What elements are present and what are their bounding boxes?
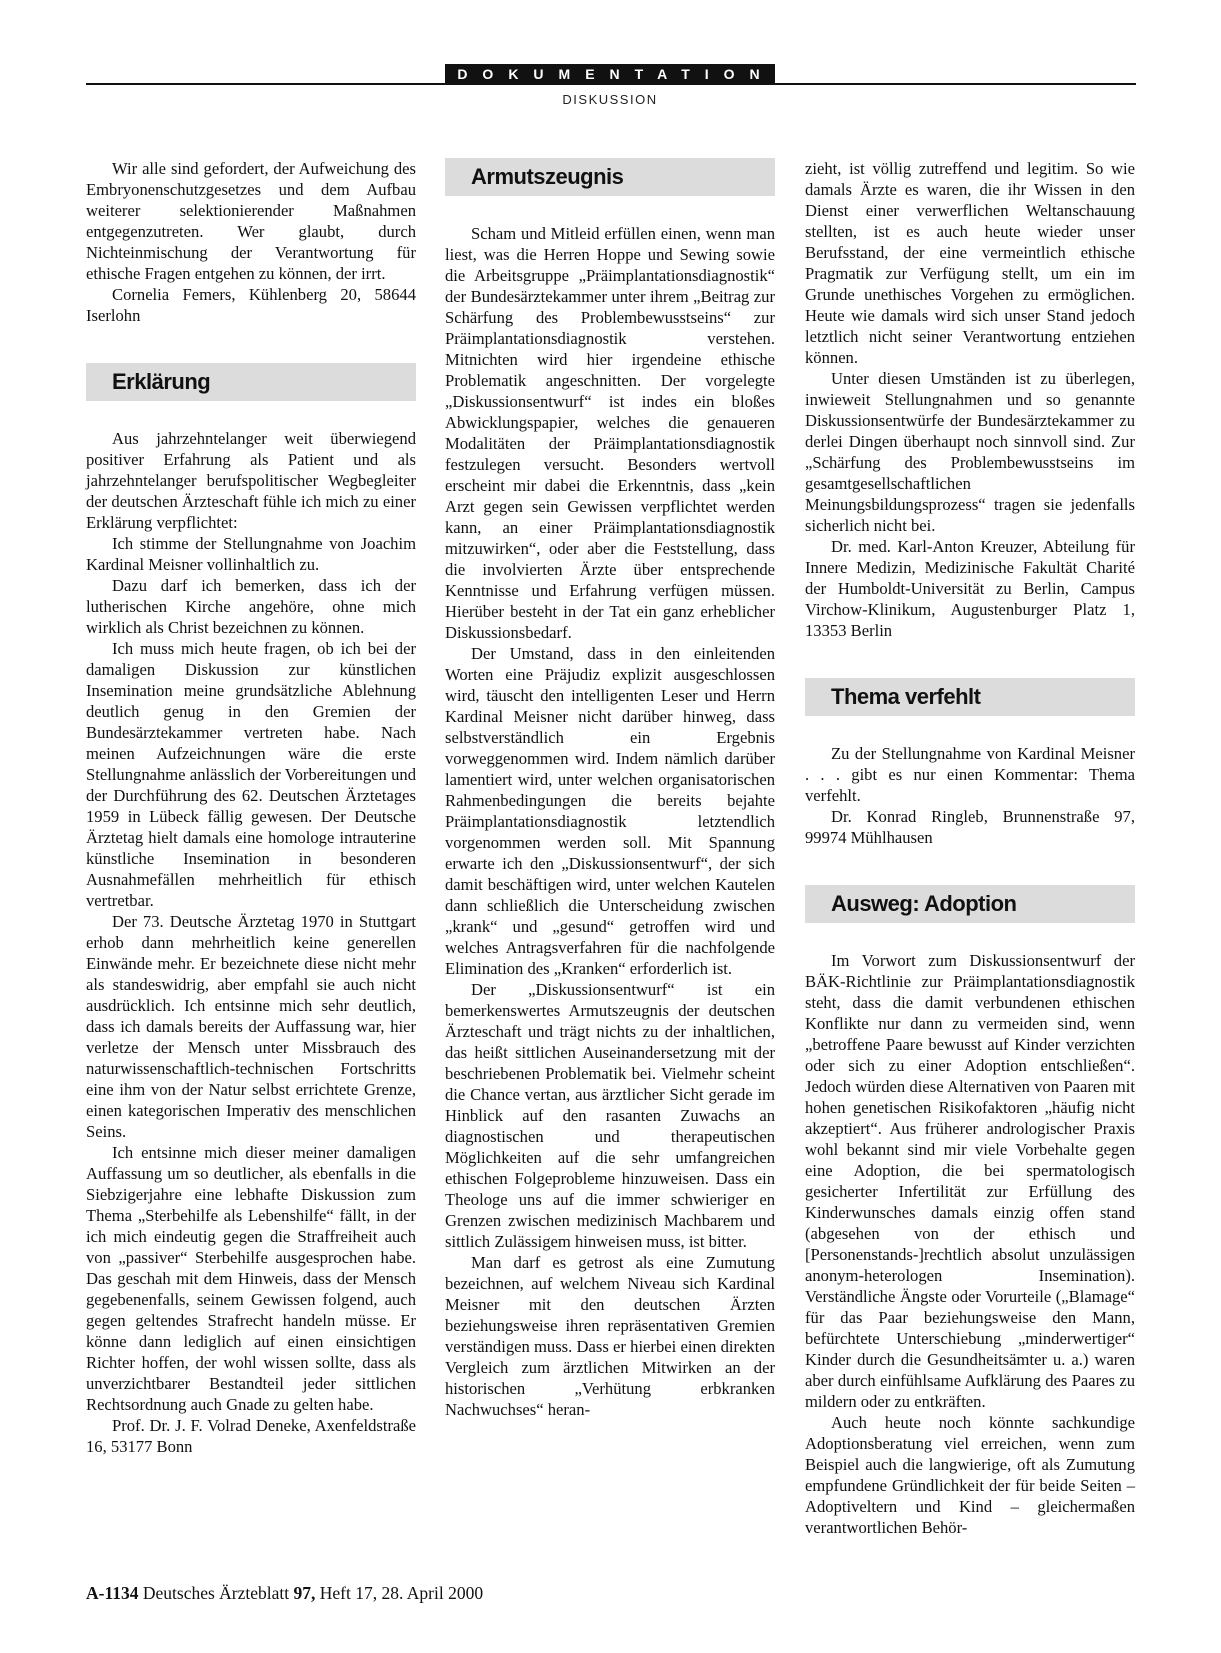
paragraph: zieht, ist völlig zutreffend und legitim. So wie damals Ärzte es waren, die ihr Wissen in den Dienst einer verwerflichen Weltanschauung stellten, ist es auch heute wieder unser Berufsstand, der eine vermeintlich ethische Pragmatik zur Verfügung stellt, um ein im Grunde unethisches Vorgehen zu ermöglichen. Heute wie damals wird sich unser Stand jedoch letztlich nicht seiner Verantwortung entziehen können.: [805, 159, 1135, 367]
section-heading-box: [805, 885, 1135, 923]
paragraph: Wir alle sind gefordert, der Aufweichung des Embryonenschutzgesetzes und dem Aufbau weiterer selektionierender Maßnahmen entgegenzutreten. Wer glaubt, durch Nichteinmischung der Verantwortung für ethische Fragen entgehen zu können, der irrt.: [86, 159, 416, 283]
paragraph: Ich muss mich heute fragen, ob ich bei der damaligen Diskussion zur künstlichen Insemination meine grundsätzliche Ablehnung deutlich genug in den Gremien der Bundesärztekammer vertreten habe. Nach meinen Aufzeichnungen wäre die erste Stellungnahme anlässlich der Vorbereitungen und der Durchführung des 62. Deutschen Ärztetages 1959 in Lübeck fällig gewesen. Der Deutsche Ärztetag hielt damals eine homologe intrauterine künstliche Insemination in besonderen Ausnahmefällen mehrheitlich für ethisch vertretbar.: [86, 639, 416, 910]
paragraph: Der 73. Deutsche Ärztetag 1970 in Stuttgart erhob dann mehrheitlich keine generellen Einwände mehr. Er bezeichnete diese nicht mehr als standeswidrig, aber empfahl sie auch nicht ausdrücklich. Ich entsinne mich sehr deutlich, dass ich damals bereits der Auffassung war, hier verletze der Mensch unter Missbrauch des naturwissenschaftlich-technischen Fortschritts eine ihm von der Natur selbst errichtete Grenze, einen kategorischen Imperativ des menschlichen Seins.: [86, 912, 416, 1141]
paragraph: Ich entsinne mich dieser meiner damaligen Auffassung um so deutlicher, als ebenfalls in die Siebzigerjahre eine lebhafte Diskussion zum Thema „Sterbehilfe als Lebenshilfe“ fällt, in der ich mich eindeutig gegen die Straffreiheit auch von „passiver“ Sterbehilfe ausgesprochen habe. Das geschah mit dem Hinweis, dass der Mensch gegebenenfalls, seinem Gewissen folgend, auch gegen geltendes Strafrecht handeln müsse. Er könne dann lediglich auf einen einsichtigen Richter hoffen, der wohl wissen sollte, dass als unverzichtbarer Bestandteil jeder sittlichen Rechtsordnung auch Gnade zu gelten habe.: [86, 1143, 416, 1414]
issue-date: Heft 17, 28. April 2000: [319, 1583, 484, 1603]
column-2: [445, 158, 775, 1420]
section-heading-box: [805, 678, 1135, 716]
section-heading: Ausweg: Adoption: [831, 891, 1017, 916]
section-heading: Erklärung: [112, 369, 211, 394]
volume-number: 97,: [293, 1583, 316, 1603]
section-heading: Thema verfehlt: [831, 684, 981, 709]
journal-name: Deutsches Ärzteblatt: [142, 1583, 290, 1603]
sub-label: DISKUSSION: [562, 92, 658, 107]
section-heading-box: [86, 363, 416, 401]
section-heading-box: [445, 158, 775, 196]
paragraph: Ich stimme der Stellungnahme von Joachim Kardinal Meisner vollinhaltlich zu.: [86, 534, 416, 574]
paragraph: Der Umstand, dass in den einleitenden Worten eine Präjudiz explizit ausgeschlossen wird, täuscht den intelligenten Leser und Herrn Kardinal Meisner nicht darüber hinweg, dass selbstverständlich ein Ergebnis vorweggenommen wird. Indem nämlich darüber lamentiert wird, unter welchen organisatorischen Rahmenbedingungen die bereits bejahte Präimplantationsdiagnostik letztendlich vorgenommen werden soll. Mit Spannung erwarte ich den „Diskussionsentwurf“, der sich damit beschäftigen wird, unter welchen Kautelen dann schließlich die Unterscheidung zwischen „krank“ und „gesund“ getroffen wird und welches Antragsverfahren für die nachfolgende Elimination des „Kranken“ erforderlich ist.: [445, 644, 775, 978]
signature: Dr. med. Karl-Anton Kreuzer, Abteilung für Innere Medizin, Medizinische Fakultät Charité der Humboldt-Universität zu Berlin, Campus Virchow-Klinikum, Augustenburger Platz 1, 13353 Berlin: [805, 537, 1135, 640]
section-label: DOKUMENTATION: [445, 64, 775, 85]
paragraph: Auch heute noch könnte sachkundige Adoptionsberatung viel erreichen, wenn zum Beispiel auch die langwierige, oft als Zumutung empfundene Gründlichkeit der für beide Seiten – Adoptiveltern und Kind – gleichermaßen verantwortlichen Behör-: [805, 1413, 1135, 1537]
paragraph: Scham und Mitleid erfüllen einen, wenn man liest, was die Herren Hoppe und Sewing sowie die Arbeitsgruppe „Präimplantationsdiagnostik“ der Bundesärztekammer unter ihrem „Beitrag zur Schärfung des Problembewusstseins“ zur Präimplantationsdiagnostik verstehen. Mitnichten wird hier irgendeine ethische Problematik angeschnitten. Der vorgelegte „Diskussionsentwurf“ ist indes ein bloßes Abwicklungspapier, welches die genaueren Modalitäten der Präimplantationsdiagnostik festzulegen versucht. Besonders wertvoll erscheint mir dabei die Erkenntnis, dass „kein Arzt gegen sein Gewissen verpflichtet werden kann, an einer Präimplantationsdiagnostik mitzuwirken“, oder aber die Feststellung, dass die involvierten Ärzte über entsprechende Kenntnisse und Erfahrung verfügen müssen. Hierüber besteht in der Tat ein ganz erheblicher Diskussionsbedarf.: [445, 224, 775, 642]
paragraph: Der „Diskussionsentwurf“ ist ein bemerkenswertes Armutszeugnis der deutschen Ärzteschaft und trägt nichts zu der inhaltlichen, das heißt sittlichen Auseinandersetzung mit der beschriebenen Problematik bei. Vielmehr scheint die Chance vertan, aus ärztlicher Sicht gerade im Hinblick auf den rasanten Zuwachs an diagnostischen und therapeutischen Möglichkeiten auf die sehr umfangreichen ethischen Folgeprobleme hinzuweisen. Dass ein Theologe uns auf die immer schwieriger en Grenzen zwischen medizinisch Machbarem und sittlich Zulässigem hinweisen muss, ist bitter.: [445, 980, 775, 1251]
section-heading: Armutszeugnis: [471, 164, 624, 189]
paragraph: Man darf es getrost als eine Zumutung bezeichnen, auf welchem Niveau sich Kardinal Meisner mit den deutschen Ärzten beziehungsweise ihren repräsentativen Gremien verständigen muss. Dass er hierbei einen direkten Vergleich zum ärztlichen Mitwirken an der historischen „Verhütung erbkranken Nachwuchses“ heran-: [445, 1253, 775, 1419]
paragraph: Dazu darf ich bemerken, dass ich der lutherischen Kirche angehöre, ohne mich wirklich als Christ bezeichnen zu können.: [86, 576, 416, 637]
page-footer: [86, 1583, 483, 1604]
paragraph: Im Vorwort zum Diskussionsentwurf der BÄK-Richtlinie zur Präimplantationsdiagnostik steht, dass die damit verbundenen ethischen Konflikte nur dann zu vermeiden sind, wenn „betroffene Paare bewusst auf Kinder verzichten oder sich zu einer Adoption entschließen“. Jedoch würden diese Alternativen von Paaren mit hohen genetischen Risikofaktoren „häufig nicht akzeptiert“. Aus früherer andrologischer Praxis wohl bekannt sind mir viele Vorbehalte gegen eine Adoption, die bei spermatologisch gesicherter Infertilität zur Erfüllung des Kinderwunsches damals einzig offen stand (abgesehen von der ethisch und [Personenstands-]rechtlich absolut unzulässigen anonym-heterologen Insemination). Verständliche Ängste oder Vorurteile („Blamage“ für das Paar beziehungsweise den Mann, befürchtete Unterschiebung „minderwertiger“ Kinder durch die Gesundheitsämter u. a.) waren aber durch einfühlsame Aufklärung des Paares zu mildern oder zu entkräften.: [805, 951, 1135, 1411]
column-3: [805, 158, 1135, 1538]
paragraph: Aus jahrzehntelanger weit überwiegend positiver Erfahrung als Patient und als jahrzehntelanger berufspolitischer Wegbegleiter der deutschen Ärzteschaft fühle ich mich zu einer Erklärung verpflichtet:: [86, 429, 416, 532]
signature: Prof. Dr. J. F. Volrad Deneke, Axenfeldstraße 16, 53177 Bonn: [86, 1416, 416, 1456]
paragraph: Zu der Stellungnahme von Kardinal Meisner . . . gibt es nur einen Kommentar: Thema verfehlt.: [805, 744, 1135, 805]
column-1: [86, 158, 416, 1457]
signature: Cornelia Femers, Kühlenberg 20, 58644 Iserlohn: [86, 285, 416, 325]
signature: Dr. Konrad Ringleb, Brunnenstraße 97, 99974 Mühlhausen: [805, 807, 1135, 847]
page-number: A-1134: [86, 1583, 139, 1603]
paragraph: Unter diesen Umständen ist zu überlegen, inwieweit Stellungnahmen und so genannte Diskussionsentwürfe der Bundesärztekammer zu derlei Dingen überhaupt noch sinnvoll sind. Zur „Schärfung des Problembewusstseins im gesamtgesellschaftlichen Meinungsbildungsprozess“ tragen sie jedenfalls sicherlich nicht bei.: [805, 369, 1135, 535]
